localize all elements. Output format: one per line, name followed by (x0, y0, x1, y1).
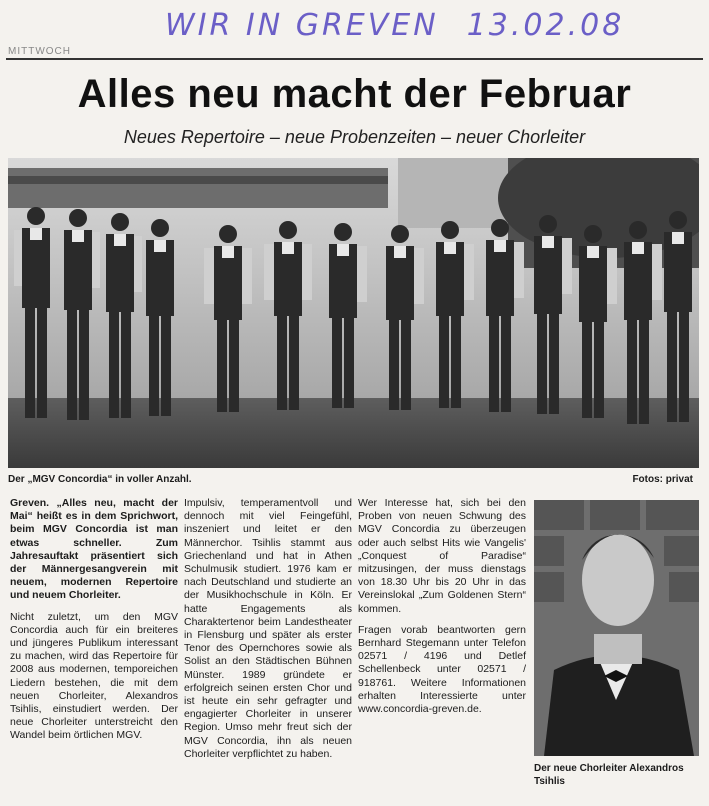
article-column-3 (358, 497, 526, 724)
conductor-portrait (534, 500, 699, 756)
photo-caption-row (8, 474, 701, 485)
article-paragraph: Wer Interesse hat, sich bei den Proben von neuen Schwung des MGV Concordia zu überzeugen oder auch selbst Hits wie Vangelis' „Conquest of Paradise“ mitzusingen, der muss dienstags von 18.30 Uhr bis 20 Uhr in das Vereinslokal „Zum Goldenen Stern“ kommen. (358, 497, 526, 615)
choir-photo (8, 158, 699, 468)
headline: Alles neu macht der Februar (77, 72, 632, 116)
conductor-portrait-graphic (534, 500, 699, 756)
handwritten-source: WIR IN GREVEN (165, 8, 439, 43)
portrait-caption: Der neue Chorleiter Alexandros Tsihlis (534, 763, 684, 787)
article-paragraph: Nicht zuletzt, um den MGV Concordia auch für ein breiteres und jüngeres Publikum interessant zu machen, wird das Repertoire für 2008 aus modernen, temporeichen Liedern bestehen, die mit dem neuen Chorleiter, Alexandros Tsihlis, einstudiert werden. Der neue Chorleiter unterstreicht den Wandel beim örtlichen MGV. (10, 610, 178, 742)
article-paragraph: Impulsiv, temperamentvoll und dennoch mit viel Feingefühl, inszeniert und leitet er den Männerchor. Tsihlis stammt aus Griechenland und hat in Athen Schulmusik studiert. 1976 kam er nach Deutschland und studierte an der Musikhochschule in Köln. Er hatte Engagements als Charaktertenor beim Landestheater in Flensburg und später als erster Tenor des Opernchores sowie als Solist an den Städtischen Bühnen Münster. 1989 gründete er erfolgreich seinen ersten Chor und ist heute ein sehr gefragter und engagierter Chorleiter in unserer Region. Umso mehr freut sich der MGV Concordia, ihn als neuen Chorleiter verpflichtet zu haben. (184, 497, 352, 760)
handwritten-date: 13.02.08 (466, 8, 625, 43)
masthead-rule (6, 58, 703, 60)
choir-photo-graphic (8, 158, 699, 468)
article-lead: Greven. „Alles neu, macht der Mai“ heißt es in dem Sprichwort, beim MGV Concordia ist man etwas schneller. Zum Jahresauftakt präsentiert sich der Männergesangverein mit neuem, modernen Repertoire und neuem Chorleiter. (10, 497, 178, 602)
article-paragraph: Fragen vorab beantworten gern Bernhard Stegemann unter Telefon 02571 / 4196 und Detlef Schellenbeck unter 02571 / 918761. Weitere Informationen erhalten Interessierte unter www.concordia-greven.de. (358, 623, 526, 716)
photo-credit: Fotos: privat (632, 474, 693, 485)
subheadline: Neues Repertoire – neue Probenzeiten – neuer Chorleiter (123, 127, 586, 147)
handwritten-note (165, 8, 652, 43)
article-column-2 (184, 497, 352, 769)
photo-caption: Der „MGV Concordia“ in voller Anzahl. (8, 474, 192, 485)
article-column-1 (10, 497, 178, 751)
day-label: MITTWOCH (8, 46, 71, 57)
